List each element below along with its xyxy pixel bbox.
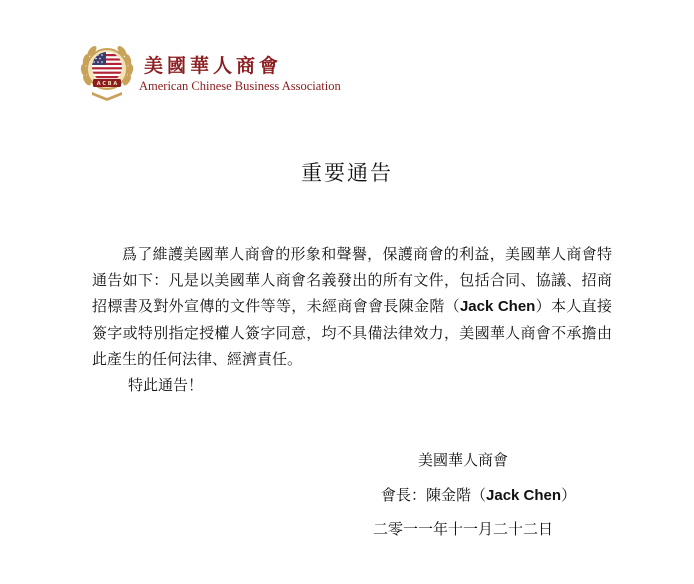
notice-body-segment: 爲了維護美國華人商會的形象和聲譽，保護商會的利益，美國華人商會特通告如下：凡是以美國華人商會名義發出的所有文件，包括合同、協議、招商招標書及對外宣傳的文件等等，未經商會會長陳金階（ (92, 245, 612, 315)
notice-title: 重要通告 (301, 161, 393, 185)
signature-organization: 美國華人商會 (418, 451, 509, 469)
association-seal-icon (78, 40, 136, 102)
president-name-latin: Jack Chen (459, 298, 536, 315)
president-latin-name: Jack Chen (486, 487, 562, 504)
signature-date: 二零一一年十一月二十二日 (373, 520, 554, 538)
org-name-english: American Chinese Business Association (139, 79, 341, 93)
letterhead (78, 40, 341, 102)
notice-body-segment: ）本人直接簽字或特別指定授權人簽字同意，均不具備法律效力，美國華人商會不承擔由此產生的任何法律、經濟責任。 (92, 297, 612, 368)
notice-body (92, 241, 612, 372)
notice-closing: 特此通告！ (128, 376, 204, 394)
org-name-chinese: 美國華人商會 (144, 55, 283, 77)
president-label-close: ） (561, 486, 577, 504)
president-label: 會長：陳金階（ (381, 486, 487, 504)
signature-president (381, 484, 576, 505)
svg-text:A C B A: A C B A (96, 81, 118, 88)
